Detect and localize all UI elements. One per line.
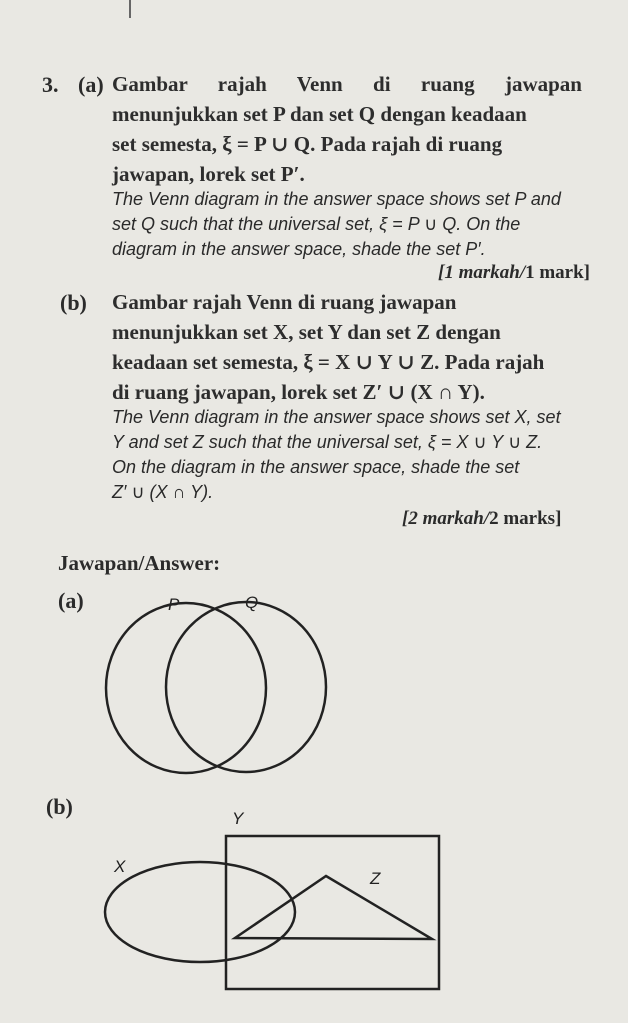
- question-number: 3.: [42, 72, 59, 97]
- set-y-rectangle: [226, 836, 439, 989]
- set-q-label: Q: [245, 593, 259, 612]
- part-b-english-line-4: Z′ ∪ (X ∩ Y).: [112, 482, 214, 502]
- answer-b-label: (b): [46, 794, 73, 819]
- venn-diagram-a: [106, 593, 326, 773]
- set-p-label: P: [168, 595, 180, 614]
- set-y-label: Y: [232, 809, 244, 828]
- set-z-triangle: [235, 876, 432, 939]
- part-a-english-line-3: diagram in the answer space, shade the set P′.: [112, 239, 486, 259]
- answer-heading: Jawapan/Answer:: [58, 551, 221, 575]
- part-a-malay-line-3: set semesta, ξ = P ∪ Q. Pada rajah di ruang: [112, 132, 503, 156]
- part-a-malay-line-2: menunjukkan set P dan set Q dengan keadaan: [112, 102, 527, 126]
- set-q-circle: [166, 602, 326, 772]
- set-x-ellipse: [105, 862, 295, 962]
- part-b-malay-line-3: keadaan set semesta, ξ = X ∪ Y ∪ Z. Pada rajah: [112, 350, 545, 374]
- part-b-english-line-3: On the diagram in the answer space, shade the set: [112, 457, 520, 477]
- set-p-circle: [106, 603, 266, 773]
- part-a-english-line-1: The Venn diagram in the answer space shows set P and: [112, 189, 561, 209]
- part-b-malay-line-2: menunjukkan set X, set Y dan set Z dengan: [112, 320, 501, 344]
- answer-a-label: (a): [58, 588, 84, 613]
- part-a-english-line-2: set Q such that the universal set, ξ = P ∪ Q. On the: [112, 214, 521, 234]
- part-b-malay-line-4: di ruang jawapan, lorek set Z′ ∪ (X ∩ Y).: [112, 380, 485, 404]
- part-b-marks-malay: [2 markah/: [402, 508, 490, 529]
- set-x-label: X: [114, 857, 126, 876]
- set-z-label: Z: [370, 869, 381, 888]
- venn-diagram-b: [105, 809, 439, 989]
- part-b-english-line-2: Y and set Z such that the universal set, ξ = X ∪ Y ∪ Z.: [112, 432, 543, 452]
- part-a-label: (a): [78, 72, 104, 97]
- part-a-malay-line-4: jawapan, lorek set P′.: [112, 162, 305, 186]
- part-a-marks-malay: [1 markah/: [438, 262, 526, 283]
- part-b-english-line-1: The Venn diagram in the answer space shows set X, set: [112, 407, 561, 427]
- part-a-malay-line-1: Gambar rajah Venn di ruang jawapan: [112, 72, 582, 96]
- part-b-label: (b): [60, 290, 87, 315]
- part-b-malay-line-1: Gambar rajah Venn di ruang jawapan: [112, 290, 457, 314]
- part-b-marks-english: 2 marks]: [489, 508, 562, 529]
- part-a-marks-english: 1 mark]: [525, 262, 591, 283]
